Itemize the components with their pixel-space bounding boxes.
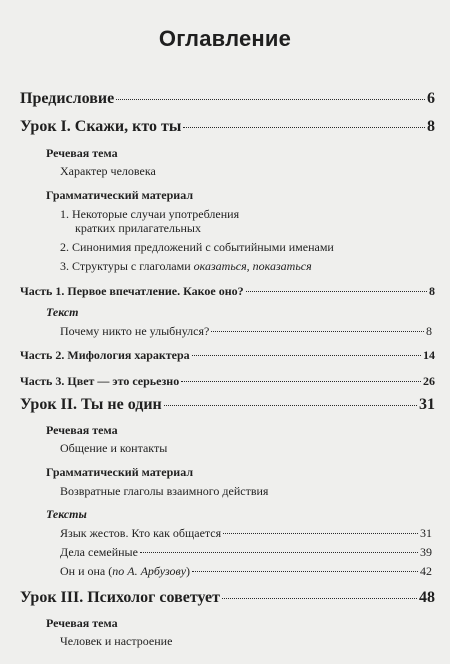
entry-label: Почему никто не улыбнулся? [60,324,210,338]
toc-item: 1. Некоторые случаи употребления [60,207,240,221]
entry-page: 39 [420,545,432,559]
entry-page: 8 [426,324,432,338]
entry-page: 8 [427,118,435,135]
toc-entry-text [60,526,432,541]
entry-page: 48 [419,589,435,606]
leader-dots [246,291,427,292]
section-heading: Текст [46,305,79,319]
toc-entry-lesson-3 [20,589,435,607]
label-suffix: ) [186,564,191,578]
entry-page: 14 [423,348,435,362]
leader-dots [140,552,418,553]
section-heading: Речевая тема [46,423,118,437]
entry-label: Часть 3. Цвет — это серьезно [20,374,180,388]
page-title: Оглавление [158,26,292,51]
section-heading: Тексты [46,507,87,521]
toc-item: Характер человека [60,164,156,178]
entry-page: 31 [419,396,435,413]
leader-dots [164,405,417,406]
entry-page: 6 [427,90,435,107]
entry-label: Урок II. Ты не один [20,396,162,413]
toc-entry-part-3 [20,374,435,389]
section-heading: Речевая тема [46,146,118,160]
toc-entry-text [60,564,432,579]
toc-entry-text [60,324,432,339]
leader-dots [223,533,418,534]
leader-dots [116,99,425,100]
toc-entry-part-2 [20,348,435,363]
item-text: 3. Структуры с глаголами [60,259,194,273]
entry-label: Урок I. Скажи, кто ты [20,118,182,135]
entry-label: Урок III. Психолог советует [20,589,220,606]
entry-label: Дела семейные [60,545,138,559]
toc-item [60,259,312,274]
entry-label: Предисловие [20,90,115,107]
entry-page: 42 [420,564,432,578]
leader-dots [211,331,424,332]
section-heading: Грамматический материал [46,188,194,202]
toc-item: Человек и настроение [60,634,173,648]
toc-item: Возвратные глаголы взаимного действия [60,484,269,498]
toc-entry-text [60,545,432,560]
entry-label: Язык жестов. Кто как общается [60,526,222,540]
toc-item: кратких прилагательных [75,221,201,235]
leader-dots [183,127,425,128]
item-text-italic: оказаться, показаться [193,259,312,273]
toc-entry-preface [20,90,435,108]
toc-entry-lesson-2 [20,396,435,414]
toc-entry-lesson-1 [20,118,435,136]
entry-page: 26 [423,374,435,388]
toc-item: Общение и контакты [60,441,168,455]
label-prefix: Он и она ( [60,564,113,578]
leader-dots [181,381,421,382]
entry-page: 31 [420,526,432,540]
section-heading: Речевая тема [46,616,118,630]
toc-item: 2. Синонимия предложений с событийными именами [60,240,334,254]
leader-dots [192,571,418,572]
leader-dots [222,598,417,599]
label-italic: по А. Арбузову [112,564,187,578]
entry-label: Часть 1. Первое впечатление. Какое оно? [20,284,244,298]
leader-dots [192,355,421,356]
section-heading: Грамматический материал [46,465,194,479]
entry-page: 8 [429,284,435,298]
entry-label: Часть 2. Мифология характера [20,348,190,362]
toc-entry-part-1 [20,284,435,299]
entry-label [60,564,190,579]
